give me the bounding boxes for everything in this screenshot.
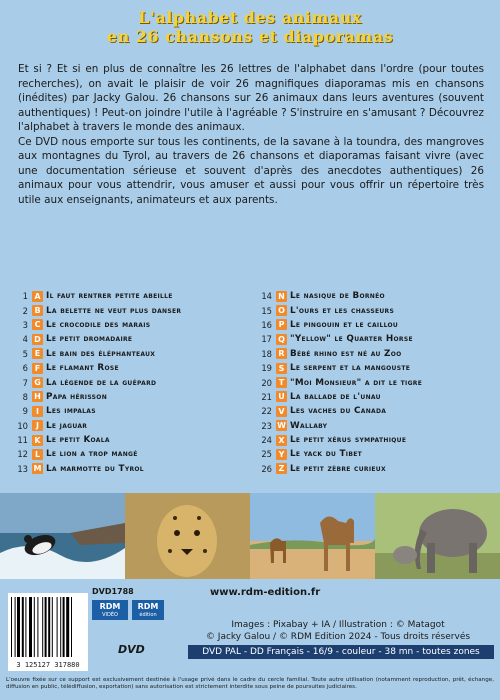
song-item bbox=[254, 447, 494, 461]
song-number: 21 bbox=[261, 391, 272, 402]
song-number: 1 bbox=[22, 291, 28, 302]
song-number: 2 bbox=[22, 305, 28, 316]
song-title: Papa hérisson bbox=[46, 391, 108, 402]
song-title: La belette ne veut plus danser bbox=[46, 305, 182, 316]
song-title: Le petit dromadaire bbox=[46, 334, 133, 345]
legal-notice: L'oeuvre fixée sur ce support est exclusivement destinée à l'usage privé dans le cadre du cercle familial. Toute autre utilisation (notamment reproduction, prêt, échange, diffusion en public, télédiffusion, exportation) sans autorisation est strictement interdite sous peine de poursuites judiciaires. bbox=[6, 677, 494, 690]
song-number: 5 bbox=[22, 348, 28, 359]
song-letter-badge: L bbox=[32, 449, 43, 460]
song-title: Le serpent et la mangouste bbox=[290, 363, 411, 374]
song-letter-badge: Z bbox=[276, 463, 287, 474]
intro-paragraph-2: Ce DVD nous emporte sur tous les continents, de la savane à la toundra, des mangroves aux montagnes du Tyrol, au travers de 26 chansons et diaporamas faisant vivre (avec une documentation sérieuse et souvent d'après des anecdotes authentiques) 26 animaux pour vous attendrir, vous amuser et aussi pour vous offrir un répertoire très utile aux enseignants, animateurs et aux parents. bbox=[18, 135, 484, 206]
song-item bbox=[10, 332, 250, 346]
rdm-video-text: RDM bbox=[99, 602, 121, 611]
song-item bbox=[10, 375, 250, 389]
rdm-video-subtext: VIDÉO bbox=[102, 612, 118, 618]
camels-photo bbox=[250, 493, 375, 579]
song-title: "Yellow" le Quarter Horse bbox=[290, 334, 413, 345]
song-letter-badge: M bbox=[33, 464, 42, 474]
song-number: 24 bbox=[261, 435, 272, 446]
song-letter-badge: V bbox=[276, 406, 287, 417]
song-item bbox=[10, 447, 250, 461]
intro-text bbox=[18, 62, 484, 207]
barcode bbox=[8, 593, 88, 671]
song-number: 13 bbox=[17, 463, 28, 474]
song-number: 19 bbox=[261, 363, 272, 374]
song-title: Le bain des éléphanteaux bbox=[46, 348, 156, 359]
song-item bbox=[10, 303, 250, 317]
song-item bbox=[254, 419, 494, 433]
song-letter-badge: W bbox=[277, 421, 286, 431]
song-number: 22 bbox=[261, 406, 272, 417]
barcode-number: 3 125127 317880 bbox=[16, 661, 80, 669]
credits-line-1: Images : Pixabay + IA / Illustration : © Matagot bbox=[231, 620, 445, 630]
dvd-logo: DVD bbox=[118, 643, 145, 656]
song-title: Il faut rentrer petite abeille bbox=[46, 291, 173, 302]
song-number: 12 bbox=[17, 449, 28, 460]
song-item bbox=[254, 390, 494, 404]
song-item bbox=[10, 462, 250, 476]
song-item bbox=[254, 361, 494, 375]
song-title: Le flamant Rose bbox=[46, 363, 119, 374]
song-title: Le petit xérus sympathique bbox=[290, 435, 407, 446]
song-letter-badge: J bbox=[32, 420, 43, 431]
song-title: La ballade de l'unau bbox=[290, 391, 381, 402]
song-title: Les impalas bbox=[46, 406, 96, 417]
song-title: "Moi Monsieur" a dit le tigre bbox=[290, 377, 423, 388]
song-item bbox=[254, 375, 494, 389]
song-letter-badge: A bbox=[32, 291, 43, 302]
song-letter-badge: Q bbox=[276, 334, 287, 345]
song-number: 8 bbox=[22, 391, 28, 402]
cheetah-photo bbox=[125, 493, 250, 579]
song-item bbox=[10, 419, 250, 433]
song-letter-badge: O bbox=[276, 305, 287, 316]
song-item bbox=[10, 390, 250, 404]
dvd-code: DVD1788 bbox=[92, 587, 134, 596]
song-title: Les vaches du Canada bbox=[290, 406, 387, 417]
song-title: Le lion a trop mangé bbox=[46, 449, 138, 460]
song-title: La marmotte du Tyrol bbox=[46, 463, 144, 474]
song-title: Le crocodile des marais bbox=[46, 319, 151, 330]
song-item bbox=[254, 318, 494, 332]
rdm-edition-logo bbox=[132, 600, 164, 620]
song-letter-badge: P bbox=[276, 319, 287, 330]
song-letter-badge: Y bbox=[276, 449, 287, 460]
song-item bbox=[10, 404, 250, 418]
credits-line-2: © Jacky Galou / © RDM Edition 2024 - Tous droits réservés bbox=[205, 632, 471, 642]
song-list-left bbox=[10, 289, 250, 476]
intro-paragraph-1: Et si ? Et si en plus de connaître les 26 lettres de l'alphabet dans l'ordre (pour toutes recherches), on avait le plaisir de voir 26 magnifiques diaporamas mis en chansons (inédites) par Jacky Galou. 26 chansons sur 26 animaux dans leurs aventures (souvent authentiques) ! Peut-on joindre l'utile à l'agréable ? S'instruire en s'amusant ? Découvrez l'alphabet à travers le monde des animaux. bbox=[18, 63, 484, 133]
song-item bbox=[254, 433, 494, 447]
song-item bbox=[254, 347, 494, 361]
song-letter-badge: E bbox=[32, 348, 43, 359]
song-item bbox=[254, 404, 494, 418]
song-item bbox=[10, 347, 250, 361]
song-number: 15 bbox=[261, 305, 272, 316]
song-item bbox=[10, 289, 250, 303]
title-line-2: en 26 chansons et diaporamas bbox=[106, 27, 394, 46]
song-number: 4 bbox=[22, 334, 28, 345]
song-number: 9 bbox=[22, 406, 28, 417]
song-letter-badge: N bbox=[276, 291, 287, 302]
song-item bbox=[254, 332, 494, 346]
song-letter-badge: R bbox=[276, 348, 287, 359]
song-title: Wallaby bbox=[290, 420, 328, 431]
song-letter-badge: G bbox=[32, 377, 43, 388]
song-item bbox=[254, 462, 494, 476]
rdm-video-logo bbox=[92, 600, 128, 620]
title-line-1: L'alphabet des animaux bbox=[138, 8, 362, 27]
song-letter-badge: F bbox=[32, 363, 43, 374]
song-title: Le pingouin et le caillou bbox=[290, 319, 399, 330]
song-number: 18 bbox=[261, 348, 272, 359]
song-title: La légende de la guépard bbox=[46, 377, 157, 388]
song-number: 20 bbox=[261, 377, 272, 388]
song-number: 25 bbox=[261, 449, 272, 460]
song-item bbox=[254, 289, 494, 303]
photo-strip bbox=[0, 493, 500, 579]
song-number: 23 bbox=[261, 420, 272, 431]
song-letter-badge: H bbox=[32, 391, 43, 402]
barcode-icon bbox=[11, 597, 85, 657]
song-letter-badge: D bbox=[32, 334, 43, 345]
dvd-specs: DVD PAL - DD Français - 16/9 - couleur - 38 mn - toutes zones bbox=[188, 645, 494, 659]
song-title: Le nasique de Bornéo bbox=[290, 291, 385, 302]
song-title: Le yack du Tibet bbox=[290, 449, 363, 460]
footer bbox=[0, 579, 500, 700]
rdm-edition-text: RDM bbox=[137, 602, 159, 611]
song-letter-badge: U bbox=[276, 391, 287, 402]
song-title: Le petit Koala bbox=[46, 435, 110, 446]
elephants-photo bbox=[375, 493, 500, 579]
song-letter-badge: I bbox=[32, 406, 43, 417]
song-number: 17 bbox=[261, 334, 272, 345]
penguin-photo bbox=[0, 493, 125, 579]
song-letter-badge: X bbox=[276, 435, 287, 446]
song-title: Bébé rhino est né au Zoo bbox=[290, 348, 402, 359]
song-title: L'ours et les chasseurs bbox=[290, 305, 395, 316]
song-number: 14 bbox=[261, 291, 272, 302]
rdm-edition-subtext: édition bbox=[139, 612, 157, 618]
song-number: 7 bbox=[22, 377, 28, 388]
song-item bbox=[254, 303, 494, 317]
credits bbox=[188, 619, 488, 643]
song-number: 11 bbox=[17, 435, 28, 446]
song-item bbox=[10, 318, 250, 332]
song-number: 3 bbox=[22, 319, 28, 330]
song-letter-badge: B bbox=[32, 305, 43, 316]
website-link[interactable]: www.rdm-edition.fr bbox=[210, 587, 321, 598]
song-title: Le petit zèbre curieux bbox=[290, 463, 386, 474]
song-letter-badge: C bbox=[32, 319, 43, 330]
song-title: Le jaguar bbox=[46, 420, 88, 431]
song-item bbox=[10, 433, 250, 447]
song-letter-badge: K bbox=[32, 435, 43, 446]
song-number: 10 bbox=[17, 420, 28, 431]
song-letter-badge: T bbox=[276, 377, 287, 388]
song-letter-badge: S bbox=[276, 363, 287, 374]
song-number: 26 bbox=[261, 463, 272, 474]
song-list-right bbox=[254, 289, 494, 476]
song-item bbox=[10, 361, 250, 375]
song-number: 16 bbox=[261, 319, 272, 330]
song-number: 6 bbox=[22, 363, 28, 374]
cover-title bbox=[0, 8, 500, 46]
